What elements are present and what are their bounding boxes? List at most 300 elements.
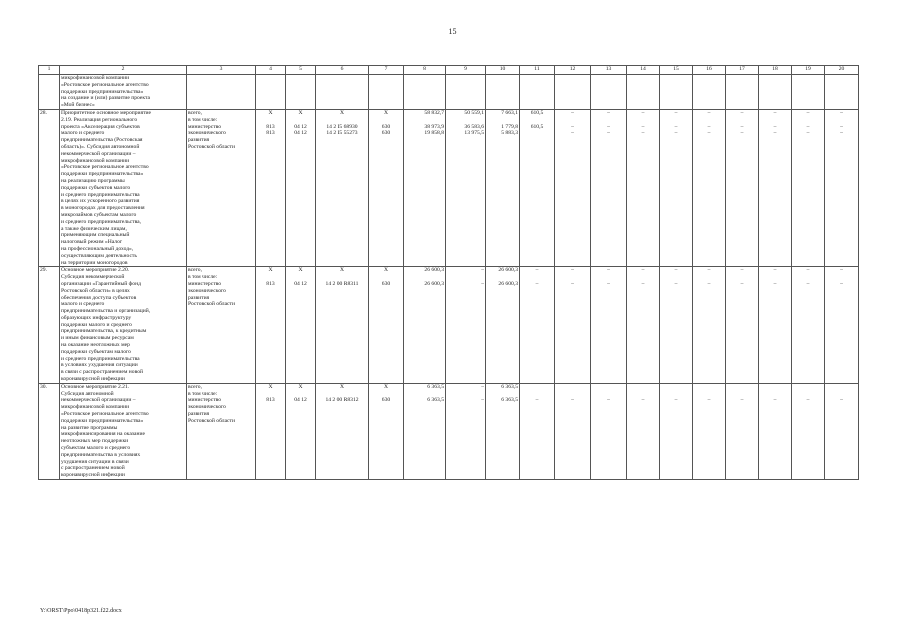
cell-line: 14 2 I5 55273 [326, 130, 358, 137]
cell-line: – [840, 123, 843, 130]
cell-line [760, 391, 790, 398]
cell-line [405, 117, 444, 124]
cell-line: 1 779,8 [501, 123, 518, 130]
cell-line: «Ростовское региональное агентство [61, 164, 149, 171]
cell-line [287, 274, 314, 281]
cell-line [727, 384, 757, 391]
cell-line: коронавирусной инфекции [61, 472, 125, 479]
cell-line [556, 117, 589, 124]
cell-c7 [369, 267, 404, 384]
cell-c18 [759, 267, 792, 384]
cell-line: X [383, 109, 389, 116]
cell-num [39, 75, 60, 110]
column-header: 20 [825, 66, 859, 75]
cell-line [826, 117, 857, 124]
cell-line [793, 384, 823, 391]
column-header: 4 [256, 66, 286, 75]
cell-line: поддержки предпринимательства» [61, 171, 144, 178]
cell-c14 [627, 109, 660, 266]
cell-c4 [256, 109, 286, 266]
column-header: 12 [555, 66, 591, 75]
cell-line [694, 391, 724, 398]
cell-line: налоговый режим «Налог [61, 239, 123, 246]
cell-line: 7 663,1 [501, 109, 518, 116]
cell-line [727, 391, 757, 398]
cell-line [661, 274, 691, 281]
cell-line [556, 274, 589, 281]
cell-line: 14 2 00 R8311 [325, 280, 359, 287]
cell-line: – [641, 123, 645, 130]
cell-line: X [298, 383, 303, 390]
cell-line: предпринимательства и организаций, [61, 308, 151, 315]
cell-line [760, 274, 790, 281]
cell-line: на развитие программы [61, 424, 118, 431]
cell-c5 [286, 109, 316, 266]
cell-line: проекта «Акселерация субъектов [61, 123, 140, 130]
cell-line: – [674, 109, 678, 116]
cell-c19 [792, 267, 825, 384]
cell-line: – [806, 123, 810, 130]
cell-line: – [571, 397, 574, 404]
column-header: 3 [187, 66, 256, 75]
cell-line: X [339, 383, 345, 390]
cell-line: – [571, 267, 574, 274]
cell-line: X [339, 109, 345, 116]
cell-line: – [740, 267, 744, 274]
cell-line: – [806, 267, 810, 274]
cell-line: микрофинансовой компании [61, 75, 130, 81]
cell-line: – [607, 123, 610, 130]
cell-description [60, 383, 187, 479]
cell-c8 [404, 383, 446, 479]
cell-line: 813 [266, 397, 275, 404]
cell-line [694, 384, 724, 391]
cell-line: 813 [266, 280, 275, 287]
cell-line: – [707, 123, 711, 130]
cell-c9 [446, 383, 486, 479]
cell-line: 04 12 [294, 397, 307, 404]
cell-line: поддержки малого и среднего [61, 321, 132, 328]
cell-line: – [840, 397, 843, 404]
cell-line: развития [188, 411, 210, 418]
cell-line: некоммерческой организации – [61, 397, 136, 404]
cell-line: – [707, 267, 711, 274]
cell-line: в моногородах для предоставления [61, 205, 145, 212]
cell-line: малого и среднего [61, 130, 105, 137]
cell-line: экономического [188, 287, 226, 294]
cell-line [592, 384, 625, 391]
cell-line: 04 12 [294, 280, 307, 287]
cell-line: Ростовской области [188, 301, 235, 308]
cell-line: – [607, 109, 610, 116]
cell-line [628, 384, 658, 391]
cell-line: – [607, 130, 610, 137]
cell-line: – [641, 109, 645, 116]
column-header: 14 [627, 66, 660, 75]
cell-line [592, 274, 625, 281]
cell-line: 630 [381, 130, 391, 137]
cell-line: – [773, 397, 777, 404]
cell-line: – [707, 130, 711, 137]
column-header: 1 [39, 66, 60, 75]
cell-line: микрофинансовой компании [61, 157, 130, 164]
cell-line [317, 117, 367, 124]
cell-line: – [571, 130, 574, 137]
cell-line: ухудшения ситуации в связи [61, 458, 129, 465]
cell-line: всего, [188, 109, 202, 116]
cell-line: 6 363,5 [501, 397, 518, 404]
cell-line: поддержки предпринимательства» [61, 417, 144, 424]
cell-line [487, 117, 518, 124]
cell-line [760, 117, 790, 124]
cell-line [793, 391, 823, 398]
cell-description [60, 75, 187, 110]
cell-line: 26 600,3 [424, 267, 444, 274]
cell-line [556, 391, 589, 398]
cell-line: Ростовской области [188, 143, 235, 150]
column-header: 9 [446, 66, 486, 75]
cell-line: Ростовской области [188, 417, 235, 424]
cell-line: X [268, 109, 273, 116]
cell-line: всего, [188, 267, 202, 274]
cell-line: 04 12 [294, 130, 307, 137]
cell-line: область)». Субсидия автономной [61, 143, 140, 150]
cell-line: 58 832,7 [424, 109, 444, 116]
cell-line: в условиях ухудшения ситуации [61, 362, 138, 369]
cell-line: предпринимательства, к кредитным [61, 328, 147, 335]
cell-line: – [641, 130, 645, 137]
cell-line [370, 391, 402, 398]
cell-line [592, 117, 625, 124]
cell-line: – [607, 280, 610, 287]
cell-line: в связи с распространением новой [61, 369, 143, 376]
cell-line: 14 2 I5 68930 [326, 123, 358, 130]
cell-line: – [806, 280, 810, 287]
cell-line: экономического [188, 404, 226, 411]
cell-c20 [825, 109, 859, 266]
cell-line: на профессиональный доход», [61, 245, 134, 252]
cell-c14 [627, 383, 660, 479]
cell-line: поддержки субъектов малого [61, 184, 131, 191]
cell-line: Ростовской области» в целях [61, 287, 130, 294]
cell-line: на территории моногородов [61, 259, 128, 266]
column-header: 10 [486, 66, 520, 75]
cell-line [447, 117, 484, 124]
cell-c5 [286, 383, 316, 479]
column-header: 7 [369, 66, 404, 75]
cell-line [661, 117, 691, 124]
cell-line: Основное мероприятие 2.20. [61, 267, 130, 274]
cell-line: – [740, 123, 744, 130]
cell-line: – [773, 109, 777, 116]
cell-c16 [693, 109, 726, 266]
cell-c9 [446, 109, 486, 266]
cell-c7 [369, 109, 404, 266]
cell-line: – [740, 280, 744, 287]
column-header: 19 [792, 66, 825, 75]
cell-line: 2.19. Реализация регионального [61, 116, 138, 123]
column-header: 17 [726, 66, 759, 75]
cell-line: 6 363,5 [427, 397, 444, 404]
cell-line: 6 363,5 [501, 383, 518, 390]
table-body [39, 66, 859, 480]
column-header: 13 [591, 66, 627, 75]
cell-line: Субсидия автономной [61, 390, 114, 397]
table-row-continuation [39, 75, 859, 110]
cell-c18 [759, 109, 792, 266]
cell-line: – [641, 397, 645, 404]
cell-c15 [660, 109, 693, 266]
cell-line: – [840, 267, 843, 274]
page-number: 15 [448, 27, 457, 36]
cell-line: 26 600,3 [424, 280, 444, 287]
cell-line: Субсидия некоммерческой [61, 274, 125, 281]
cell-line: осуществляющим деятельность [61, 252, 137, 259]
cell-line: микрозаймов субъектам малого [61, 211, 137, 218]
cell-line: – [571, 280, 574, 287]
cell-c12 [555, 109, 591, 266]
cell-c8 [404, 267, 446, 384]
cell-line: X [268, 383, 273, 390]
cell-line: – [840, 109, 843, 116]
column-header: 6 [316, 66, 369, 75]
cell-line: министерство [188, 397, 222, 404]
cell-line [628, 117, 658, 124]
cell-line: микрофинансовой компании [61, 404, 130, 411]
cell-line [287, 391, 314, 398]
cell-c16 [693, 383, 726, 479]
cell-line: развития [188, 137, 210, 144]
cell-line: организации «Гарантийный фонд [61, 280, 141, 287]
cell-line: 19 858,8 [424, 130, 444, 137]
cell-line: – [535, 397, 539, 404]
cell-line: – [840, 130, 843, 137]
cell-line: малого и среднего [61, 301, 105, 308]
cell-line: – [674, 130, 678, 137]
cell-line: – [806, 397, 810, 404]
cell-line: микрофинансирования на оказание [61, 431, 145, 438]
cell-line [826, 274, 857, 281]
cell-line: 14 2 00 R8312 [325, 397, 359, 404]
column-header: 15 [660, 66, 693, 75]
cell-line [727, 274, 757, 281]
cell-c10 [486, 109, 520, 266]
cell-line: – [481, 280, 484, 287]
cell-line: – [773, 123, 777, 130]
cell-line: – [641, 267, 645, 274]
cell-c4 [256, 383, 286, 479]
cell-c10 [486, 383, 520, 479]
cell-line [556, 384, 589, 391]
cell-description [60, 109, 187, 266]
cell-line: – [641, 280, 645, 287]
cell-line [487, 391, 518, 398]
cell-description [60, 267, 187, 384]
cell-c20 [825, 383, 859, 479]
cell-line [487, 274, 518, 281]
column-header: 5 [286, 66, 316, 75]
cell-line: образующих инфраструктуру [61, 314, 132, 321]
cell-line: – [740, 397, 744, 404]
column-header: 16 [693, 66, 726, 75]
cell-num: 30. [39, 383, 60, 479]
cell-line: в том числе: [188, 274, 218, 281]
cell-line: 38 973,9 [424, 123, 444, 130]
cell-line [628, 391, 658, 398]
cell-c15 [660, 383, 693, 479]
cell-line: 04 12 [294, 123, 307, 130]
cell-line: – [535, 280, 539, 287]
cell-line: X [383, 383, 389, 390]
cell-line: – [674, 280, 678, 287]
cell-line: развития [188, 294, 210, 301]
cell-c18 [759, 383, 792, 479]
cell-c6 [316, 267, 369, 384]
cell-line: в том числе: [188, 390, 218, 397]
cell-line: обеспечения доступа субъектов [61, 294, 137, 301]
cell-c11 [520, 267, 555, 384]
cell-line: поддержки субъектам малого [61, 348, 131, 355]
cell-line [826, 384, 857, 391]
cell-c16 [693, 267, 726, 384]
cell-line: – [481, 267, 484, 274]
cell-line: – [707, 109, 711, 116]
cell-line: с распространением новой [61, 465, 125, 472]
cell-line: – [674, 267, 678, 274]
cell-line: – [535, 267, 539, 274]
cell-line [521, 274, 553, 281]
cell-line: – [707, 397, 711, 404]
cell-line [257, 117, 284, 124]
cell-line: на оказание неотложных мер [61, 342, 130, 349]
cell-line [760, 384, 790, 391]
cell-line [257, 274, 284, 281]
cell-line: некоммерческой организации – [61, 150, 136, 157]
cell-c7 [369, 383, 404, 479]
cell-line: 50 559,1 [464, 109, 484, 116]
cell-line: 610,5 [530, 109, 544, 116]
cell-line [370, 274, 402, 281]
cell-line: на реализацию программы [61, 177, 125, 184]
cell-line: X [298, 109, 303, 116]
cell-line: неотложных мер поддержки [61, 438, 129, 445]
cell-line: Основное мероприятие 2.21. [61, 383, 130, 390]
cell-line [521, 391, 553, 398]
cell-line: всего, [188, 383, 202, 390]
cell-line: – [806, 109, 810, 116]
cell-c6 [316, 109, 369, 266]
cell-line: 5 883,3 [501, 130, 518, 137]
cell-line: X [383, 267, 389, 274]
cell-line: «Ростовское региональное агентство [61, 411, 149, 418]
cell-line [447, 274, 484, 281]
cell-line: «Мой бизнес» [61, 102, 95, 109]
header-row [39, 66, 859, 75]
cell-line: 26 600,3 [498, 280, 518, 287]
cell-line: и среднего предпринимательства [61, 355, 140, 362]
cell-c14 [627, 267, 660, 384]
cell-line: 630 [381, 397, 391, 404]
cell-line [826, 391, 857, 398]
cell-line: и иным финансовым ресурсам [61, 335, 134, 342]
cell-c19 [792, 109, 825, 266]
cell-line [405, 391, 444, 398]
cell-c13 [591, 267, 627, 384]
cell-c12 [555, 267, 591, 384]
cell-line: – [674, 123, 678, 130]
cell-line: 630 [381, 123, 391, 130]
cell-line: «Ростовское региональное агентство [61, 81, 149, 88]
table-row [39, 267, 859, 384]
cell-line: – [481, 383, 484, 390]
cell-line [287, 117, 314, 124]
cell-c6 [316, 383, 369, 479]
cell-line: предпринимательства (Ростовская [61, 137, 143, 144]
cell-line [447, 391, 484, 398]
cell-line: применяющим специальный [61, 232, 130, 239]
table-row [39, 109, 859, 266]
program-table [38, 65, 859, 480]
cell-line: 813 [266, 123, 275, 130]
cell-line [521, 130, 553, 137]
cell-line: на создание и (или) развитие проекта [61, 95, 150, 102]
cell-line: предпринимательства в условиях [61, 451, 141, 458]
cell-line: а также физическим лицам, [61, 225, 127, 232]
column-header: 18 [759, 66, 792, 75]
cell-c8 [404, 109, 446, 266]
column-header: 8 [404, 66, 446, 75]
cell-line: – [607, 397, 610, 404]
cell-line: министерство [188, 280, 222, 287]
cell-line: в том числе: [188, 116, 218, 123]
cell-c20 [825, 267, 859, 384]
cell-line: X [298, 267, 303, 274]
cell-line: – [806, 130, 810, 137]
cell-line [694, 274, 724, 281]
cell-c12 [555, 383, 591, 479]
cell-line: – [773, 280, 777, 287]
cell-line: 36 583,6 [464, 123, 484, 130]
cell-line: 610,5 [530, 123, 544, 130]
cell-line [317, 274, 367, 281]
cell-c11 [520, 109, 555, 266]
cell-line: – [674, 397, 678, 404]
cell-c10 [486, 267, 520, 384]
cell-line: – [740, 130, 744, 137]
cell-c17 [726, 383, 759, 479]
cell-line [370, 117, 402, 124]
cell-executor [187, 109, 256, 266]
cell-line: – [571, 109, 574, 116]
cell-line: – [571, 123, 574, 130]
cell-line: – [840, 280, 843, 287]
cell-line: – [607, 267, 610, 274]
cell-c13 [591, 109, 627, 266]
cell-c4 [256, 267, 286, 384]
cell-line: X [339, 267, 345, 274]
cell-line [521, 384, 553, 391]
cell-line [317, 391, 367, 398]
cell-line: 6 363,5 [427, 383, 444, 390]
cell-c19 [792, 383, 825, 479]
cell-c17 [726, 267, 759, 384]
column-header: 11 [520, 66, 555, 75]
table-row [39, 383, 859, 479]
cell-line [521, 117, 553, 124]
cell-line: и среднего предпринимательства [61, 191, 140, 198]
cell-executor [187, 267, 256, 384]
cell-line: – [740, 109, 744, 116]
